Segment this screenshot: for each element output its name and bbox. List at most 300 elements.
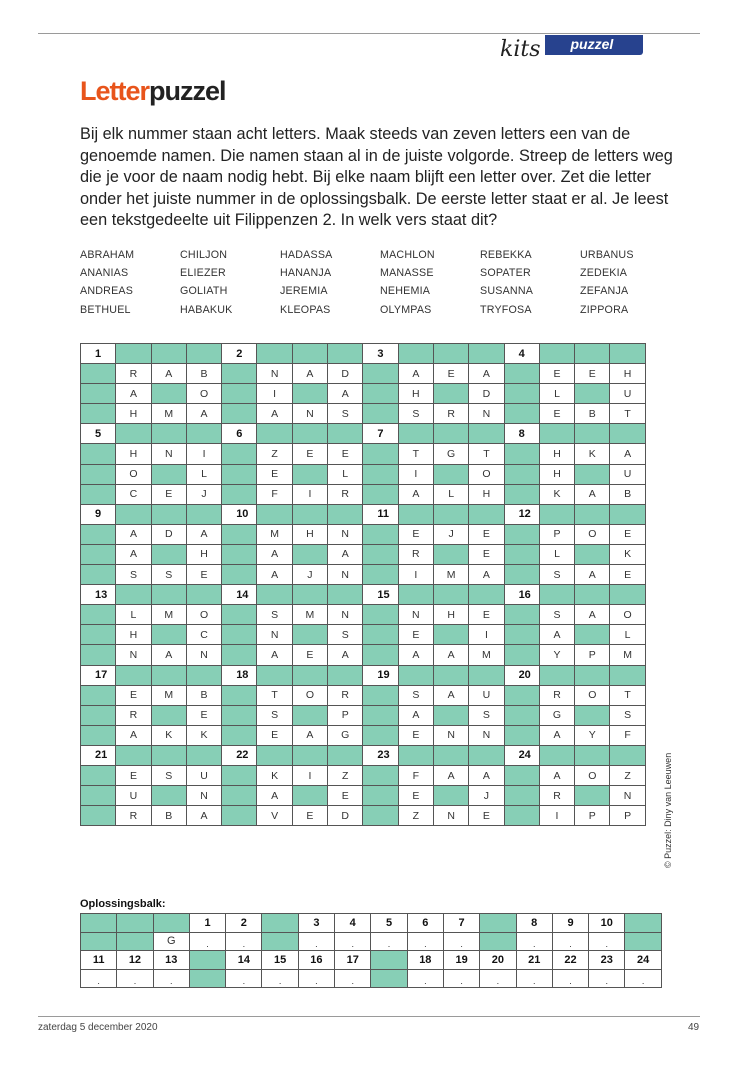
grid-letter: R xyxy=(116,364,151,384)
name-item: ZIPPORA xyxy=(580,303,629,316)
solution-answer-cell[interactable]: . xyxy=(117,969,153,988)
grid-letter xyxy=(575,625,610,645)
grid-letter-row xyxy=(81,786,646,806)
grid-letter: N xyxy=(433,725,468,745)
solution-number xyxy=(262,914,298,933)
grid-cell xyxy=(363,685,398,705)
grid-letter: I xyxy=(257,384,292,404)
grid-letter: O xyxy=(116,464,151,484)
grid-letter: S xyxy=(328,404,363,424)
grid-letter-row xyxy=(81,544,646,564)
puzzle-number: 2 xyxy=(222,344,257,364)
grid-letter xyxy=(433,384,468,404)
grid-letter xyxy=(575,544,610,564)
grid-letter: M xyxy=(610,645,645,665)
grid-cell xyxy=(469,665,504,685)
grid-cell xyxy=(81,464,116,484)
grid-letter-row xyxy=(81,765,646,785)
solution-answer-cell[interactable] xyxy=(480,932,516,951)
grid-letter: S xyxy=(151,565,186,585)
grid-letter: A xyxy=(151,645,186,665)
grid-cell xyxy=(504,524,539,544)
name-item: REBEKKA xyxy=(480,249,532,261)
solution-answer-cell[interactable]: . xyxy=(589,969,625,988)
grid-letter: A xyxy=(292,364,327,384)
grid-cell xyxy=(504,605,539,625)
grid-cell xyxy=(222,565,257,585)
grid-letter: K xyxy=(610,544,645,564)
grid-cell xyxy=(186,665,221,685)
grid-cell xyxy=(328,745,363,765)
solution-number: 23 xyxy=(589,951,625,970)
grid-letter: J xyxy=(469,786,504,806)
solution-answer-cell[interactable]: . xyxy=(552,969,588,988)
grid-cell xyxy=(222,705,257,725)
grid-cell xyxy=(328,344,363,364)
solution-answer-cell[interactable]: . xyxy=(298,969,334,988)
grid-letter: B xyxy=(186,364,221,384)
solution-answer-cell[interactable]: . xyxy=(226,932,262,951)
grid-letter: N xyxy=(292,404,327,424)
grid-letter: G xyxy=(433,444,468,464)
grid-letter: L xyxy=(328,464,363,484)
solution-number xyxy=(480,914,516,933)
puzzle-number: 1 xyxy=(81,344,116,364)
grid-cell xyxy=(610,344,645,364)
grid-letter: E xyxy=(292,806,327,826)
grid-letter: A xyxy=(539,765,574,785)
solution-number: 18 xyxy=(407,951,443,970)
solution-answer-cell[interactable]: . xyxy=(552,932,588,951)
grid-letter: N xyxy=(433,806,468,826)
solution-answer-cell[interactable]: . xyxy=(81,969,117,988)
solution-answer-cell[interactable]: . xyxy=(625,969,661,988)
name-item: ELIEZER xyxy=(180,267,226,280)
grid-letter: E xyxy=(575,364,610,384)
solution-answer-cell[interactable]: . xyxy=(335,969,371,988)
grid-cell xyxy=(257,745,292,765)
solution-answer-cell[interactable]: . xyxy=(407,932,443,951)
grid-letter-row xyxy=(81,806,646,826)
grid-letter: F xyxy=(398,765,433,785)
grid-letter: A xyxy=(575,605,610,625)
grid-cell xyxy=(539,585,574,605)
grid-number-row xyxy=(81,585,646,605)
grid-letter: A xyxy=(398,645,433,665)
title-part2: puzzel xyxy=(149,76,226,106)
grid-letter: L xyxy=(539,544,574,564)
name-item: NEHEMIA xyxy=(380,285,431,298)
grid-cell xyxy=(116,665,151,685)
name-item: HADASSA xyxy=(280,249,333,261)
solution-answer-cell[interactable] xyxy=(189,969,225,988)
grid-cell xyxy=(504,444,539,464)
grid-cell xyxy=(186,504,221,524)
grid-letter: S xyxy=(151,765,186,785)
solution-answer-row xyxy=(81,969,662,988)
grid-letter xyxy=(433,705,468,725)
puzzle-credit: © Puzzel: Diny van Leeuwen xyxy=(663,752,673,868)
grid-cell xyxy=(81,605,116,625)
grid-cell xyxy=(292,665,327,685)
grid-cell xyxy=(398,745,433,765)
grid-cell xyxy=(292,424,327,444)
grid-letter xyxy=(433,625,468,645)
grid-letter xyxy=(575,705,610,725)
solution-number xyxy=(625,914,661,933)
grid-letter: M xyxy=(257,524,292,544)
grid-cell xyxy=(469,344,504,364)
grid-letter: K xyxy=(257,765,292,785)
name-item: ANDREAS xyxy=(80,285,134,298)
grid-letter: S xyxy=(257,705,292,725)
grid-letter: R xyxy=(116,705,151,725)
grid-letter: E xyxy=(292,645,327,665)
grid-cell xyxy=(292,504,327,524)
grid-letter: R xyxy=(539,685,574,705)
grid-cell xyxy=(222,806,257,826)
grid-letter: A xyxy=(116,524,151,544)
grid-letter: N xyxy=(328,565,363,585)
grid-letter: M xyxy=(469,645,504,665)
grid-letter: Z xyxy=(398,806,433,826)
puzzle-number: 5 xyxy=(81,424,116,444)
grid-letter: N xyxy=(151,444,186,464)
grid-cell xyxy=(504,806,539,826)
grid-cell xyxy=(222,625,257,645)
grid-letter: O xyxy=(575,685,610,705)
name-item: HANANJA xyxy=(280,267,332,280)
grid-letter: A xyxy=(116,384,151,404)
grid-cell xyxy=(222,786,257,806)
grid-cell xyxy=(504,765,539,785)
grid-cell xyxy=(469,424,504,444)
puzzle-number: 9 xyxy=(81,504,116,524)
grid-cell xyxy=(151,344,186,364)
grid-letter: A xyxy=(433,765,468,785)
grid-letter: L xyxy=(186,464,221,484)
grid-cell xyxy=(363,484,398,504)
grid-letter-row xyxy=(81,605,646,625)
grid-cell xyxy=(81,725,116,745)
name-item: JEREMIA xyxy=(280,285,328,298)
grid-cell xyxy=(81,685,116,705)
grid-letter: O xyxy=(292,685,327,705)
solution-answer-cell[interactable]: . xyxy=(516,932,552,951)
grid-cell xyxy=(81,705,116,725)
grid-cell xyxy=(257,344,292,364)
grid-letter: N xyxy=(257,364,292,384)
solution-answer-cell[interactable]: . xyxy=(516,969,552,988)
grid-letter: E xyxy=(469,524,504,544)
solution-number: 7 xyxy=(443,914,479,933)
grid-letter xyxy=(575,786,610,806)
grid-letter: I xyxy=(398,464,433,484)
grid-letter: N xyxy=(257,625,292,645)
grid-letter: D xyxy=(469,384,504,404)
solution-answer-cell[interactable]: . xyxy=(371,932,407,951)
grid-cell xyxy=(363,404,398,424)
grid-letter xyxy=(575,384,610,404)
solution-number: 5 xyxy=(371,914,407,933)
grid-cell xyxy=(81,484,116,504)
grid-letter: S xyxy=(469,705,504,725)
puzzle-number: 12 xyxy=(504,504,539,524)
grid-letter: A xyxy=(539,625,574,645)
grid-cell xyxy=(504,645,539,665)
grid-cell xyxy=(363,544,398,564)
solution-number: 6 xyxy=(407,914,443,933)
footer-rule xyxy=(38,1016,700,1017)
grid-cell xyxy=(81,765,116,785)
solution-number xyxy=(153,914,189,933)
grid-letter: N xyxy=(469,404,504,424)
grid-letter: E xyxy=(151,484,186,504)
grid-letter: I xyxy=(292,765,327,785)
grid-letter: I xyxy=(398,565,433,585)
grid-letter: A xyxy=(398,484,433,504)
puzzle-number: 11 xyxy=(363,504,398,524)
grid-letter-row xyxy=(81,645,646,665)
grid-number-row xyxy=(81,745,646,765)
page-number: 49 xyxy=(688,1022,700,1033)
grid-cell xyxy=(363,705,398,725)
grid-letter: H xyxy=(539,464,574,484)
grid-cell xyxy=(186,424,221,444)
grid-cell xyxy=(151,585,186,605)
solution-number-row xyxy=(81,951,662,970)
grid-letter: Y xyxy=(539,645,574,665)
name-item: SUSANNA xyxy=(480,285,534,298)
grid-cell xyxy=(222,524,257,544)
solution-answer-cell[interactable]: . xyxy=(407,969,443,988)
grid-letter: E xyxy=(328,444,363,464)
grid-letter: S xyxy=(328,625,363,645)
grid-cell xyxy=(539,504,574,524)
grid-letter: N xyxy=(610,786,645,806)
grid-cell xyxy=(222,685,257,705)
name-item: ANANIAS xyxy=(80,267,129,280)
grid-cell xyxy=(81,786,116,806)
grid-letter: A xyxy=(539,725,574,745)
grid-letter: B xyxy=(610,484,645,504)
grid-letter: H xyxy=(469,484,504,504)
grid-letter: J xyxy=(292,565,327,585)
grid-cell xyxy=(539,424,574,444)
solution-number xyxy=(81,914,117,933)
grid-cell xyxy=(575,344,610,364)
solution-answer-cell[interactable]: . xyxy=(443,932,479,951)
grid-cell xyxy=(504,705,539,725)
grid-letter: S xyxy=(398,404,433,424)
solution-answer-cell[interactable] xyxy=(371,969,407,988)
grid-letter: M xyxy=(433,565,468,585)
grid-number-row xyxy=(81,504,646,524)
grid-letter xyxy=(151,705,186,725)
grid-cell xyxy=(222,404,257,424)
grid-cell xyxy=(610,504,645,524)
grid-letter: A xyxy=(257,544,292,564)
puzzle-number: 20 xyxy=(504,665,539,685)
grid-letter: A xyxy=(328,384,363,404)
solution-number: 19 xyxy=(443,951,479,970)
solution-answer-cell[interactable]: G xyxy=(153,932,189,951)
grid-cell xyxy=(81,645,116,665)
grid-letter: M xyxy=(151,685,186,705)
solution-answer-cell[interactable] xyxy=(262,932,298,951)
puzzle-number: 17 xyxy=(81,665,116,685)
grid-cell xyxy=(398,424,433,444)
grid-letter: D xyxy=(151,524,186,544)
grid-cell xyxy=(186,344,221,364)
grid-letter: E xyxy=(469,605,504,625)
instructions: Bij elk nummer staan acht letters. Maak steeds van zeven letters een van de genoemde namen. Die namen staan al in de juiste volgorde. Streep de letters weg die je voor de naam nodig hebt. Bij elke naam blijft een letter over. Zet die letter onder het juiste nummer in de oplossingsbalk. De eerste letter staat er al. Je leest een tekstgedeelte uit Filippenzen 2. In welk vers staat dit? xyxy=(80,125,673,229)
name-item: BETHUEL xyxy=(80,303,131,316)
grid-letter: A xyxy=(575,484,610,504)
grid-cell xyxy=(575,665,610,685)
solution-answer-cell[interactable]: . xyxy=(480,969,516,988)
grid-letter: A xyxy=(398,705,433,725)
grid-cell xyxy=(398,665,433,685)
grid-cell xyxy=(469,504,504,524)
grid-letter: H xyxy=(116,444,151,464)
name-item: CHILJON xyxy=(180,249,228,261)
grid-letter: E xyxy=(116,765,151,785)
puzzle-number: 22 xyxy=(222,745,257,765)
solution-number: 22 xyxy=(552,951,588,970)
grid-letter: N xyxy=(328,524,363,544)
grid-letter: P xyxy=(328,705,363,725)
grid-letter: T xyxy=(257,685,292,705)
grid-letter: E xyxy=(292,444,327,464)
grid-cell xyxy=(575,745,610,765)
grid-letter: K xyxy=(575,444,610,464)
puzzle-number: 6 xyxy=(222,424,257,444)
grid-cell xyxy=(363,384,398,404)
solution-answer-cell[interactable]: . xyxy=(298,932,334,951)
grid-letter: E xyxy=(398,524,433,544)
grid-cell xyxy=(398,585,433,605)
grid-letter: S xyxy=(539,565,574,585)
grid-cell xyxy=(539,745,574,765)
grid-cell xyxy=(469,745,504,765)
grid-letter: Y xyxy=(575,725,610,745)
grid-cell xyxy=(504,625,539,645)
grid-cell xyxy=(81,444,116,464)
grid-letter xyxy=(151,544,186,564)
grid-letter: R xyxy=(328,484,363,504)
solution-number: 2 xyxy=(226,914,262,933)
grid-cell xyxy=(363,725,398,745)
grid-cell xyxy=(81,404,116,424)
grid-cell xyxy=(504,364,539,384)
grid-letter: B xyxy=(575,404,610,424)
grid-letter: H xyxy=(186,544,221,564)
grid-cell xyxy=(504,565,539,585)
grid-letter: T xyxy=(469,444,504,464)
grid-letter: T xyxy=(610,404,645,424)
grid-letter: P xyxy=(575,645,610,665)
grid-letter: E xyxy=(328,786,363,806)
grid-cell xyxy=(222,444,257,464)
grid-letter: L xyxy=(116,605,151,625)
puzzle-grid xyxy=(80,343,646,826)
grid-letter-row xyxy=(81,625,646,645)
solution-answer-cell[interactable]: . xyxy=(335,932,371,951)
brand-script: kits xyxy=(500,36,541,62)
grid-cell xyxy=(433,585,468,605)
grid-cell xyxy=(433,665,468,685)
grid-cell xyxy=(81,544,116,564)
grid-cell xyxy=(433,344,468,364)
grid-letter: S xyxy=(116,565,151,585)
grid-cell xyxy=(151,424,186,444)
grid-letter: E xyxy=(257,725,292,745)
grid-cell xyxy=(222,384,257,404)
solution-number: 14 xyxy=(226,951,262,970)
grid-letter: N xyxy=(469,725,504,745)
solution-answer-cell[interactable]: . xyxy=(153,969,189,988)
solution-answer-cell[interactable]: . xyxy=(589,932,625,951)
grid-letter: E xyxy=(539,364,574,384)
grid-number-row xyxy=(81,424,646,444)
grid-cell xyxy=(222,364,257,384)
grid-letter: E xyxy=(610,524,645,544)
grid-letter: H xyxy=(610,364,645,384)
grid-number-row xyxy=(81,665,646,685)
grid-cell xyxy=(257,424,292,444)
grid-cell xyxy=(575,424,610,444)
grid-letter xyxy=(292,384,327,404)
name-item: GOLIATH xyxy=(180,285,228,298)
solution-answer-cell[interactable] xyxy=(81,932,117,951)
puzzle-number: 7 xyxy=(363,424,398,444)
grid-cell xyxy=(81,565,116,585)
solution-answer-cell[interactable]: . xyxy=(443,969,479,988)
solution-answer-cell[interactable]: . xyxy=(189,932,225,951)
grid-cell xyxy=(328,424,363,444)
grid-cell xyxy=(257,585,292,605)
grid-cell xyxy=(539,344,574,364)
grid-cell xyxy=(363,786,398,806)
grid-letter: U xyxy=(186,765,221,785)
solution-number: 13 xyxy=(153,951,189,970)
grid-letter: O xyxy=(575,524,610,544)
grid-letter: N xyxy=(186,645,221,665)
grid-letter: F xyxy=(610,725,645,745)
grid-cell xyxy=(81,384,116,404)
grid-letter: A xyxy=(257,786,292,806)
solution-answer-cell[interactable]: . xyxy=(226,969,262,988)
solution-number: 4 xyxy=(335,914,371,933)
grid-letter: O xyxy=(610,605,645,625)
grid-cell xyxy=(504,725,539,745)
grid-cell xyxy=(504,685,539,705)
grid-letter: I xyxy=(539,806,574,826)
grid-letter-row xyxy=(81,384,646,404)
solution-answer-cell[interactable] xyxy=(117,932,153,951)
grid-letter: A xyxy=(257,645,292,665)
solution-answer-cell[interactable]: . xyxy=(262,969,298,988)
footer-date: zaterdag 5 december 2020 xyxy=(38,1022,158,1033)
grid-letter xyxy=(292,705,327,725)
grid-number-row xyxy=(81,344,646,364)
grid-cell xyxy=(363,806,398,826)
grid-letter: Z xyxy=(257,444,292,464)
grid-cell xyxy=(363,464,398,484)
grid-letter: N xyxy=(398,605,433,625)
solution-answer-cell[interactable] xyxy=(625,932,661,951)
